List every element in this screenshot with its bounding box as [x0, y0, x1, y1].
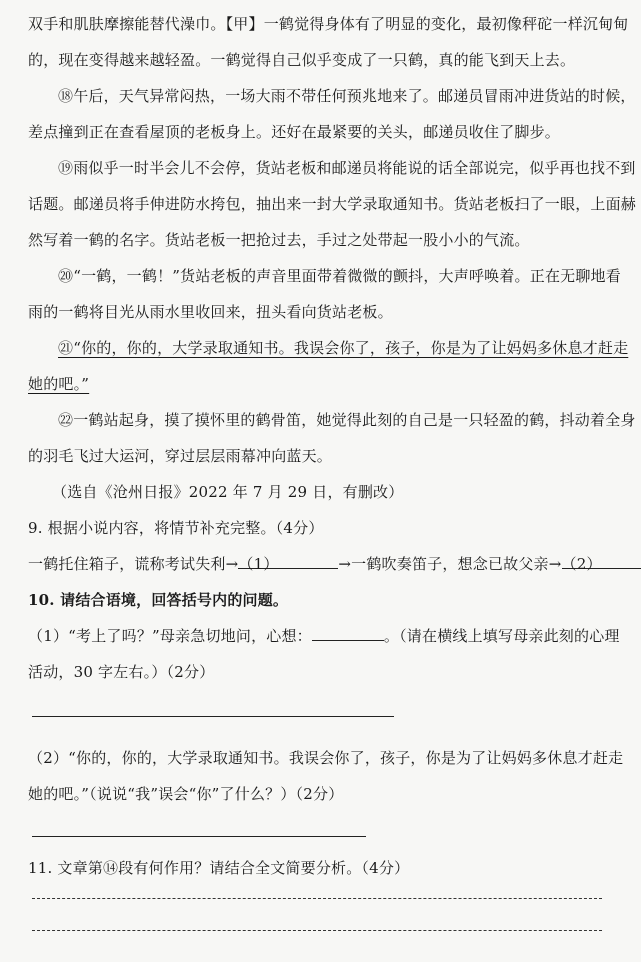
q9-text-a: 一鹤托住箱子，谎称考试失利→ — [28, 555, 239, 573]
q10-2-answer-line[interactable] — [32, 836, 366, 837]
passage-line: 的，现在变得越来越轻盈。一鹤觉得自己似乎变成了一只鹤，真的能飞到天上去。 — [28, 51, 576, 69]
question-10-2: （2）“你的，你的，大学录取通知书。我误会你了，孩子，你是为了让妈妈多休息才赶走 — [28, 749, 624, 767]
q9-blank-1-label: （1） — [238, 555, 279, 573]
passage-line-underlined: 她的吧。” — [28, 375, 90, 393]
question-10-1-note: 活动，30 字左右。）（2分） — [28, 663, 215, 681]
paragraph-21-underlined: ㉑“你的，你的，大学录取通知书。我误会你了，孩子，你是为了让妈妈多休息才赶走 — [58, 339, 629, 357]
question-11-title: 11. 文章第⑭段有何作用？请结合全文简要分析。（4分） — [28, 859, 410, 877]
q10-1-answer-blank[interactable] — [312, 626, 384, 641]
q10-1-answer-line[interactable] — [32, 716, 394, 717]
paragraph-20: ⑳“一鹤，一鹤！”货站老板的声音里面带着微微的颤抖，大声呼唤着。正在无聊地看 — [58, 267, 621, 285]
question-9-title: 9. 根据小说内容，将情节补充完整。（4分） — [28, 519, 324, 537]
q9-blank-2-label: （2） — [561, 555, 602, 573]
q11-answer-line-2[interactable] — [32, 930, 602, 931]
passage-line: 雨的一鹤将目光从雨水里收回来，扭头看向货站老板。 — [28, 303, 393, 321]
q9-text-b: →一鹤吹奏笛子，想念已故父亲→ — [338, 555, 562, 573]
paragraph-18: ⑱午后，天气异常闷热，一场大雨不带任何预兆地来了。邮递员冒雨冲进货站的时候， — [58, 87, 636, 105]
passage-line: 话题。邮递员将手伸进防水挎包，抽出来一封大学录取通知书。货站老板扫了一眼，上面赫 — [28, 195, 637, 213]
question-10-2-cont: 她的吧。”（说说“我”误会“你”了什么？）（2分） — [28, 785, 344, 803]
paragraph-22: ㉒一鹤站起身，摸了摸怀里的鹤骨笛，她觉得此刻的自己是一只轻盈的鹤，抖动着全身 — [58, 411, 636, 429]
q9-answer-blank-1[interactable] — [238, 554, 338, 573]
question-9-plot — [28, 554, 641, 574]
q9-answer-blank-2[interactable] — [561, 554, 641, 573]
q10-1-text-b: 。（请在横线上填写母亲此刻的心理 — [383, 627, 620, 645]
passage-line: 然写着一鹤的名字。货站老板一把抢过去，手过之处带起一股小小的气流。 — [28, 231, 530, 249]
passage-line: 差点撞到正在查看屋顶的老板身上。还好在最紧要的关头，邮递员收住了脚步。 — [28, 123, 561, 141]
question-10-1 — [28, 626, 620, 646]
passage-line: 的羽毛飞过大运河，穿过层层雨幕冲向蓝天。 — [28, 447, 333, 465]
q10-1-text-a: （1）“考上了吗？”母亲急切地问，心想： — [28, 627, 312, 645]
source-citation: （选自《沧州日报》2022 年 7 月 29 日，有删改） — [52, 483, 404, 501]
question-10-title: 10. 请结合语境，回答括号内的问题。 — [28, 591, 289, 609]
paragraph-19: ⑲雨似乎一时半会儿不会停，货站老板和邮递员将能说的话全部说完，似乎再也找不到 — [58, 159, 636, 177]
q11-answer-line-1[interactable] — [32, 898, 602, 899]
passage-line: 双手和肌肤摩擦能替代澡巾。【甲】一鹤觉得身体有了明显的变化，最初像秤砣一样沉甸甸 — [28, 15, 629, 33]
